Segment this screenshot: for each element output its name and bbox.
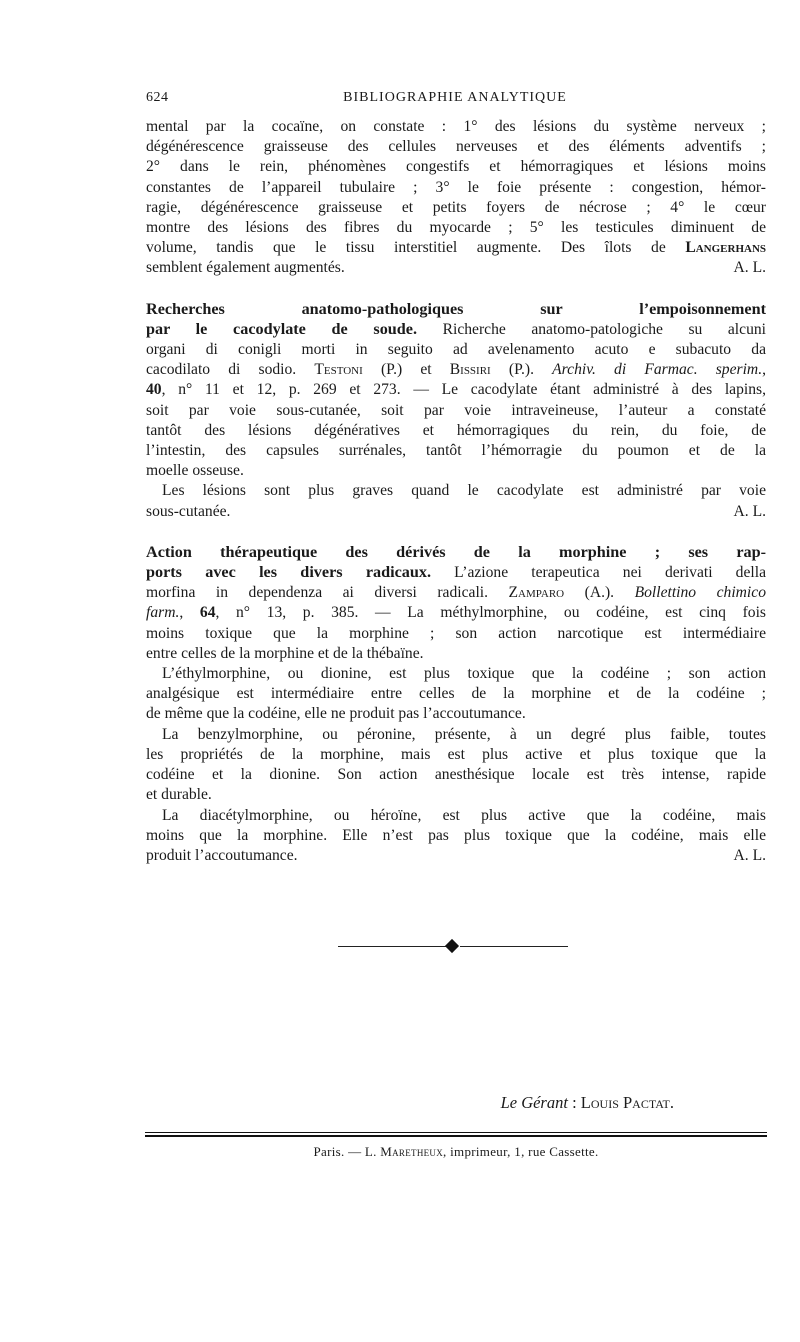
text-line: les propriétés de la morphine, mais est plus active et plus toxique que la bbox=[146, 745, 766, 763]
text-line: tantôt des lésions dégénératives et hémorragiques du rein, du foie, de bbox=[146, 421, 766, 439]
text-line: montre des lésions des fibres du myocarde ; 5° les testicules diminuent de bbox=[146, 219, 766, 237]
text-line bbox=[146, 562, 766, 583]
divider-line bbox=[460, 946, 568, 947]
diamond-icon bbox=[445, 939, 459, 953]
running-title: BIBLIOGRAPHIE ANALYTIQUE bbox=[343, 90, 567, 105]
article-title: Recherches anatomo-pathologiques sur l’empoisonnement bbox=[146, 299, 766, 318]
author-initials: A. L. bbox=[733, 502, 766, 520]
text-line: moins toxique que la morphine ; son action narcotique est intermédiaire bbox=[146, 624, 766, 642]
text-run: , n° 11 et 12, p. 269 et 273. — Le cacodylate étant administré à des lapins, bbox=[161, 381, 766, 399]
article-title-cont: par le cacodylate de soude. bbox=[146, 319, 418, 338]
journal-name: farm. bbox=[146, 604, 180, 622]
text-line bbox=[146, 319, 766, 340]
text-line bbox=[146, 258, 766, 278]
text-line: dégénérescence graisseuse des cellules nerveuses et des éléments adventifs ; bbox=[146, 138, 766, 156]
text-line bbox=[146, 502, 766, 522]
text-line bbox=[146, 846, 766, 866]
text-line: codéine et la dionine. Son action anesthésique locale est très intense, rapide bbox=[146, 766, 766, 784]
publisher-signature bbox=[501, 1093, 674, 1113]
text-line: entre celles de la morphine et de la thébaïne. bbox=[146, 644, 424, 662]
text-run: Paris. — L. bbox=[313, 1144, 381, 1159]
text-body bbox=[146, 117, 766, 866]
text-line: de même que la codéine, elle ne produit pas l’accoutumance. bbox=[146, 705, 526, 723]
text-run: , n° 13, p. 385. — La méthylmorphine, ou codéine, est cinq fois bbox=[215, 604, 766, 622]
text-run: cacodilato di sodio. bbox=[146, 361, 315, 379]
spacer bbox=[146, 522, 766, 542]
text-line: farm., 64, n° 13, p. 385. — La méthylmorphine, ou codéine, est cinq fois bbox=[146, 604, 766, 622]
text-run: L’azione terapeutica nei derivati della bbox=[431, 564, 766, 582]
text-line: l’intestin, des capsules surrénales, tantôt l’hémorragie du poumon et de la bbox=[146, 442, 766, 460]
text-run: (P.) et bbox=[362, 361, 450, 379]
author-initials: A. L. bbox=[733, 259, 766, 277]
page-number: 624 bbox=[146, 90, 169, 105]
text-run: : bbox=[567, 1093, 581, 1112]
article-title: Action thérapeutique des dérivés de la morphine ; ses rap- bbox=[146, 542, 766, 561]
volume-number: 40 bbox=[146, 381, 162, 399]
text-line: soit par voie sous-cutanée, soit par voie intraveineuse, l’auteur a constaté bbox=[146, 401, 766, 419]
text-line: et durable. bbox=[146, 786, 212, 804]
text-line: analgésique est intermédiaire entre celles de la morphine et de la codéine ; bbox=[146, 685, 766, 703]
text-line: constantes de l’appareil tubulaire ; 3° le foie présente : congestion, hémor- bbox=[146, 178, 766, 196]
journal-name: Archiv. di Farmac. sperim. bbox=[552, 361, 763, 379]
text-line: ragie, dégénérescence graisseuse et petits foyers de nécrose ; 4° le cœur bbox=[146, 198, 766, 216]
text-run: semblent également augmentés. bbox=[146, 259, 345, 277]
text-run: sous-cutanée. bbox=[146, 502, 231, 520]
text-line bbox=[146, 583, 766, 603]
divider-line bbox=[338, 946, 446, 947]
footer-rule bbox=[145, 1132, 767, 1133]
person-name: Langerhans bbox=[685, 239, 766, 257]
author-name: Zamparo bbox=[508, 584, 565, 602]
printer-imprint bbox=[146, 1144, 766, 1160]
text-line: 2° dans le rein, phénomènes congestifs et hémorragiques et lésions moins bbox=[146, 158, 766, 176]
text-run: , imprimeur, 1, rue Cassette. bbox=[443, 1144, 599, 1159]
text-line: L’éthylmorphine, ou dionine, est plus toxique que la codéine ; son action bbox=[162, 665, 766, 683]
volume-number: 64 bbox=[199, 604, 216, 622]
printer-name: Maretheux bbox=[380, 1144, 444, 1159]
text-line: moelle osseuse. bbox=[146, 462, 244, 480]
text-run: volume, tandis que le tissu interstitiel augmente. Des îlots de bbox=[146, 239, 686, 257]
spacer bbox=[146, 279, 766, 299]
text-line: moins que la morphine. Elle n’est pas plus toxique que la codéine, mais elle bbox=[146, 826, 766, 844]
text-line: mental par la cocaïne, on constate : 1° des lésions du système nerveux ; bbox=[146, 118, 766, 135]
article-title-cont: ports avec les divers radicaux. bbox=[146, 563, 432, 582]
text-line bbox=[146, 360, 766, 380]
text-run: , bbox=[762, 361, 766, 379]
text-run: (P.). bbox=[490, 361, 553, 379]
author-name: Testoni bbox=[314, 361, 363, 379]
text-line bbox=[146, 238, 766, 258]
author-initials: A. L. bbox=[733, 846, 766, 864]
text-run: produit l’accoutumance. bbox=[146, 846, 298, 864]
gerant-label: Le Gérant bbox=[500, 1093, 568, 1112]
author-name: Bissiri bbox=[449, 361, 491, 379]
text-line bbox=[146, 380, 766, 400]
text-run: morfina in dependenza ai diversi radicali. bbox=[146, 584, 509, 602]
text-line: La benzylmorphine, ou péronine, présente, à un degré plus faible, toutes bbox=[162, 725, 766, 743]
text-run: Richerche anatomo-patologiche su alcuni bbox=[417, 320, 766, 338]
running-head bbox=[146, 90, 764, 110]
ornament-divider bbox=[338, 937, 568, 957]
text-line: La diacétylmorphine, ou héroïne, est plus active que la codéine, mais bbox=[162, 806, 766, 824]
journal-name: Bollettino chimico bbox=[634, 584, 766, 602]
text-line: organi di conigli morti in seguito ad avelenamento acuto e subacuto da bbox=[146, 341, 766, 359]
text-run: (A.). bbox=[564, 584, 635, 602]
footer-rule bbox=[145, 1135, 767, 1137]
gerant-name: Louis Pactat. bbox=[580, 1093, 674, 1112]
text-line: Les lésions sont plus graves quand le cacodylate est administré par voie bbox=[162, 482, 766, 500]
